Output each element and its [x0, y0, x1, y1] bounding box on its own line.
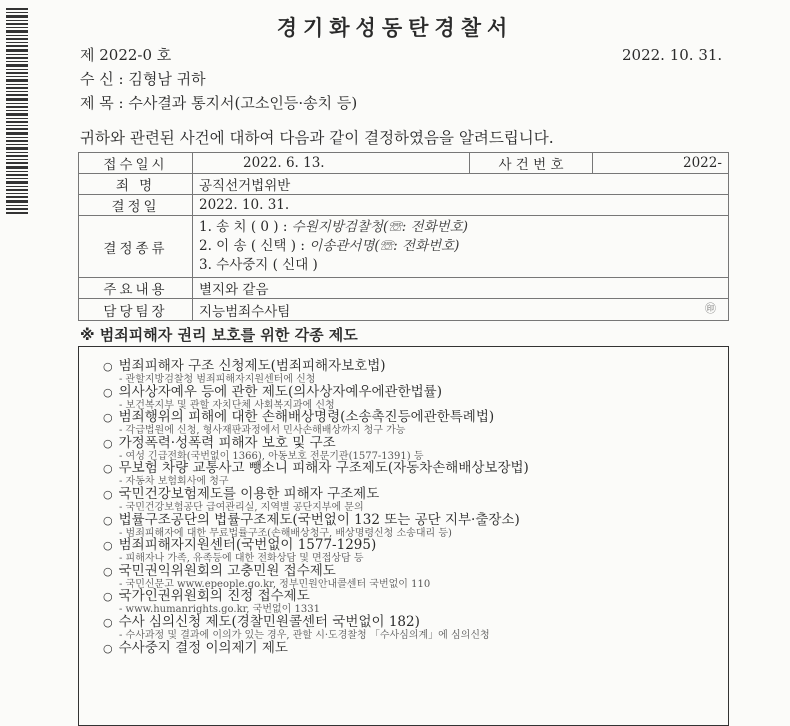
case-number-label: 사 건 번 호 [470, 153, 593, 174]
list-item: ○ 국가인권위원회의 진정 접수제도 - www.humanrights.go.kr, 국번없이 1331 [103, 588, 320, 616]
agency-title: 경기화성동탄경찰서 [276, 15, 514, 40]
team-label: 담당팀장 [79, 299, 193, 321]
decision-option: 2. 이 송 ( 신택 ) : 이송관서명(☏: 전화번호) [199, 238, 460, 254]
team-cell [193, 299, 729, 321]
decision-types [193, 216, 729, 278]
case-info-table [78, 152, 729, 321]
document-number: 제 2022-0 호 [80, 46, 172, 64]
bullet-icon: ○ [103, 590, 113, 604]
bullet-icon: ○ [103, 641, 113, 655]
bullet-icon: ○ [103, 385, 113, 399]
list-item: ○ 무보험 차량 교통사고 뺑소니 피해자 구조제도(자동차손해배상보장법) - 자동차 보험회사에 청구 [103, 460, 529, 488]
bullet-icon: ○ [103, 487, 113, 501]
recipient: 수 신 : 김형남 귀하 [80, 70, 206, 88]
list-item: ○ 법률구조공단의 법률구조제도(국번없이 132 또는 공단 지부·출장소) - 범죄피해자에 대한 무료법률구조(손해배상청구, 배상명령신청 소송대리 등) [103, 511, 520, 539]
bullet-icon: ○ [103, 539, 113, 553]
policy-list [103, 359, 723, 666]
bullet-icon: ○ [103, 436, 113, 450]
charge: 공직선거법위반 [193, 174, 729, 195]
list-item: ○ 국민건강보험제도를 이용한 피해자 구조제도 - 국민건강보험공단 급여관리실, 지역별 공단지부에 문의 [103, 485, 380, 513]
main-content-label: 주요내용 [79, 278, 193, 299]
decision-date-label: 결정일 [79, 195, 193, 216]
list-item: ○ 수사중지 결정 이의제기 제도 [103, 639, 288, 656]
document-date: 2022. 10. 31. [622, 46, 723, 64]
section-title: ※ 범죄피해자 권리 보호를 위한 각종 제도 [80, 326, 358, 344]
list-item: ○ 범죄행위의 피해에 대한 손해배상명령(소송촉진등에관한특례법) - 각급법원에 신청, 형사재판과정에서 민사손해배상까지 청구 가능 [103, 409, 495, 437]
main-content: 별지와 같음 [193, 278, 729, 299]
case-number: 2022- [593, 153, 729, 174]
list-item: ○ 범죄피해자지원센터(국번없이 1577-1295) - 피해자나 가족, 유족등에 대한 전화상담 및 면접상담 등 [103, 537, 377, 565]
decision-type-label: 결정종류 [79, 216, 193, 278]
bullet-icon: ○ [103, 564, 113, 578]
list-item: ○ 가정폭력·성폭력 피해자 보호 및 구조 - 여성 긴급전화(국번없이 1366), 아동보호 전문기관(1577-1391) 등 [103, 434, 424, 462]
list-item: ○ 국민권익위원회의 고충민원 접수제도 - 국민신문고 www.epeople.go.kr, 정부민원안내콜센터 국번없이 110 [103, 562, 431, 590]
bullet-icon: ○ [103, 360, 113, 373]
list-item: ○ 의사상자예우 등에 관한 제도(의사상자예우에관한법률) - 보건복지부 및 관할 자치단체 사회복지과에 신청 [103, 383, 442, 411]
charge-label: 죄 명 [79, 174, 193, 195]
list-item: ○ 수사 심의신청 제도(경찰민원콜센터 국번없이 182) - 수사과정 및 결과에 이의가 있는 경우, 관할 시·도경찰청 「수사심의계」에 심의신청 [103, 613, 490, 641]
receipt-date-label: 접수일시 [79, 153, 193, 174]
intro-text: 귀하와 관련된 사건에 대하여 다음과 같이 결정하였음을 알려드립니다. [80, 129, 554, 147]
victim-rights-box [78, 346, 729, 726]
decision-option: 1. 송 치 ( 0 ) : 수원지방검찰청(☏: 전화번호) [199, 219, 469, 235]
subject: 제 목 : 수사결과 통지서(고소인등·송치 등) [80, 94, 358, 112]
bullet-icon: ○ [103, 615, 113, 629]
receipt-date: 2022. 6. 13. [193, 153, 470, 174]
decision-option: 3. 수사중지 ( 신대 ) [199, 257, 318, 273]
bullet-icon: ○ [103, 462, 113, 476]
team-name: 지능범죄수사팀 [199, 303, 291, 320]
decision-date: 2022. 10. 31. [193, 195, 729, 216]
seal-stamp-icon: ㊞ [705, 301, 716, 315]
bullet-icon: ○ [103, 411, 113, 425]
list-item: ○ 범죄피해자 구조 신청제도(범죄피해자보호법) - 관할지방검찰청 범죄피해자지원센터에 신청 [103, 358, 386, 385]
bullet-icon: ○ [103, 513, 113, 527]
